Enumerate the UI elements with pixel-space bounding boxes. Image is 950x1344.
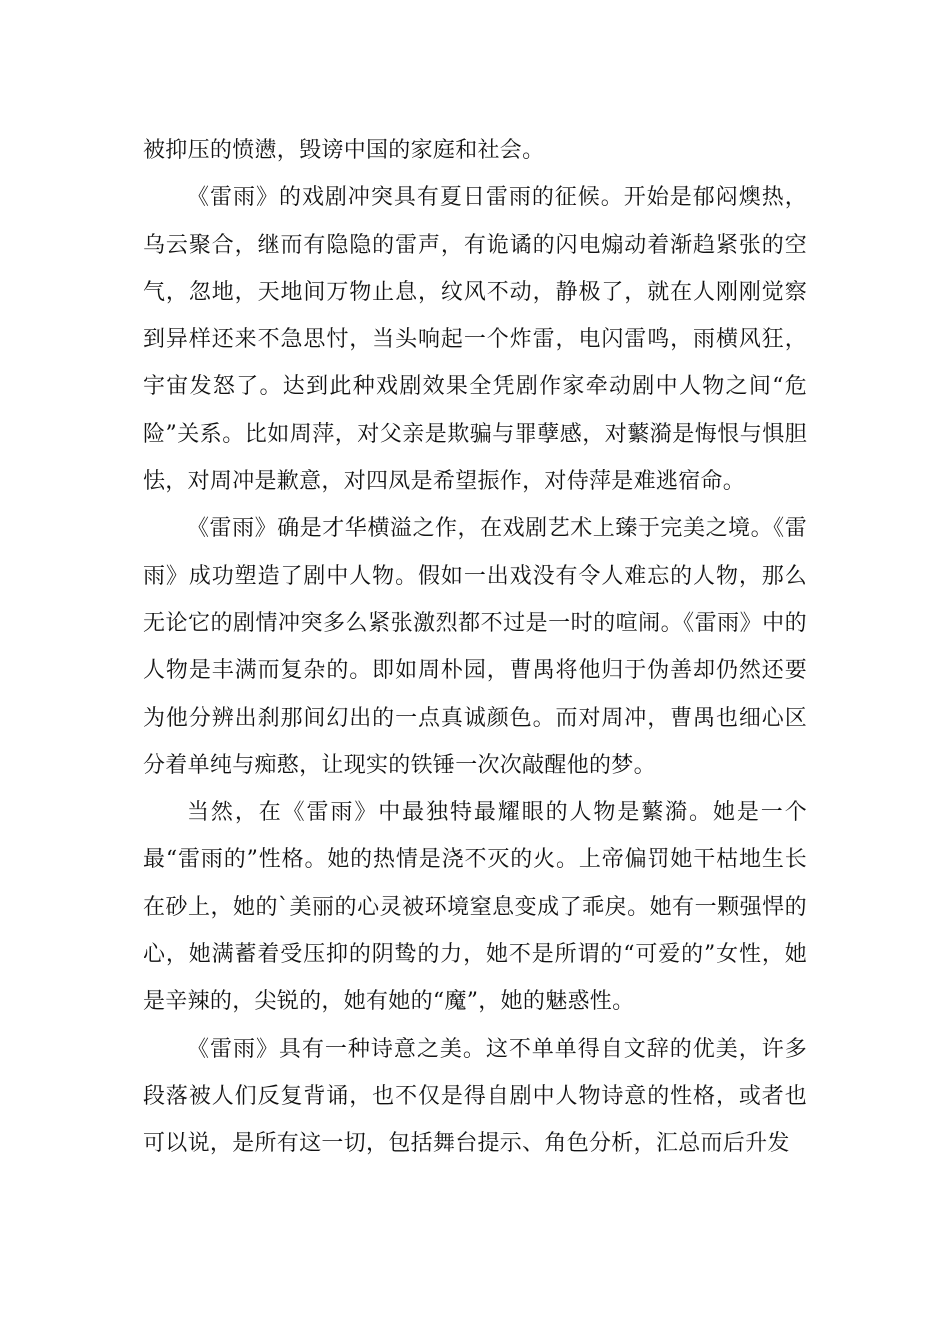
document-body	[143, 127, 807, 1168]
paragraph-1: 被抑压的愤懑，毁谤中国的家庭和社会。	[143, 138, 545, 163]
paragraph-5: 《雷雨》具有一种诗意之美。这不单单得自文辞的优美，许多段落被人们反复背诵，也不仅是得自剧中人物诗意的性格，或者也可以说，是所有这一切，包括舞台提示、角色分析，汇总而后升发	[143, 1036, 807, 1157]
paragraph-2: 《雷雨》的戏剧冲突具有夏日雷雨的征候。开始是郁闷燠热，乌云聚合，继而有隐隐的雷声，有诡谲的闪电煽动着渐趋紧张的空气，忽地，天地间万物止息，纹风不动，静极了，就在人刚刚觉察到异样还来不急思忖，当头响起一个炸雷，电闪雷鸣，雨横风狂，宇宙发怒了。达到此种戏剧效果全凭剧作家牵动剧中人物之间“危险”关系。比如周萍，对父亲是欺骗与罪孽感，对蘩漪是悔恨与惧胆怯，对周冲是歉意，对四凤是希望振作，对侍萍是难逃宿命。	[143, 185, 807, 495]
paragraph-3: 《雷雨》确是才华横溢之作，在戏剧艺术上臻于完美之境。《雷雨》成功塑造了剧中人物。假如一出戏没有令人难忘的人物，那么无论它的剧情冲突多么紧张激烈都不过是一时的喧闹。《雷雨》中的人物是丰满而复杂的。即如周朴园，曹禺将他归于伪善却仍然还要为他分辨出刹那间幻出的一点真诚颜色。而对周冲，曹禺也细心区分着单纯与痴憨，让现实的铁锤一次次敲醒他的梦。	[143, 516, 807, 778]
paragraph-4: 当然，在《雷雨》中最独特最耀眼的人物是蘩漪。她是一个最“雷雨的”性格。她的热情是浇不灭的火。上帝偏罚她干枯地生长在砂上，她的`美丽的心灵被环境窒息变成了乖戾。她有一颗强悍的心，她满蓄着受压抑的阴鸷的力，她不是所谓的“可爱的”女性，她是辛辣的，尖锐的，她有她的“魔”，她的魅惑性。	[143, 800, 807, 1015]
